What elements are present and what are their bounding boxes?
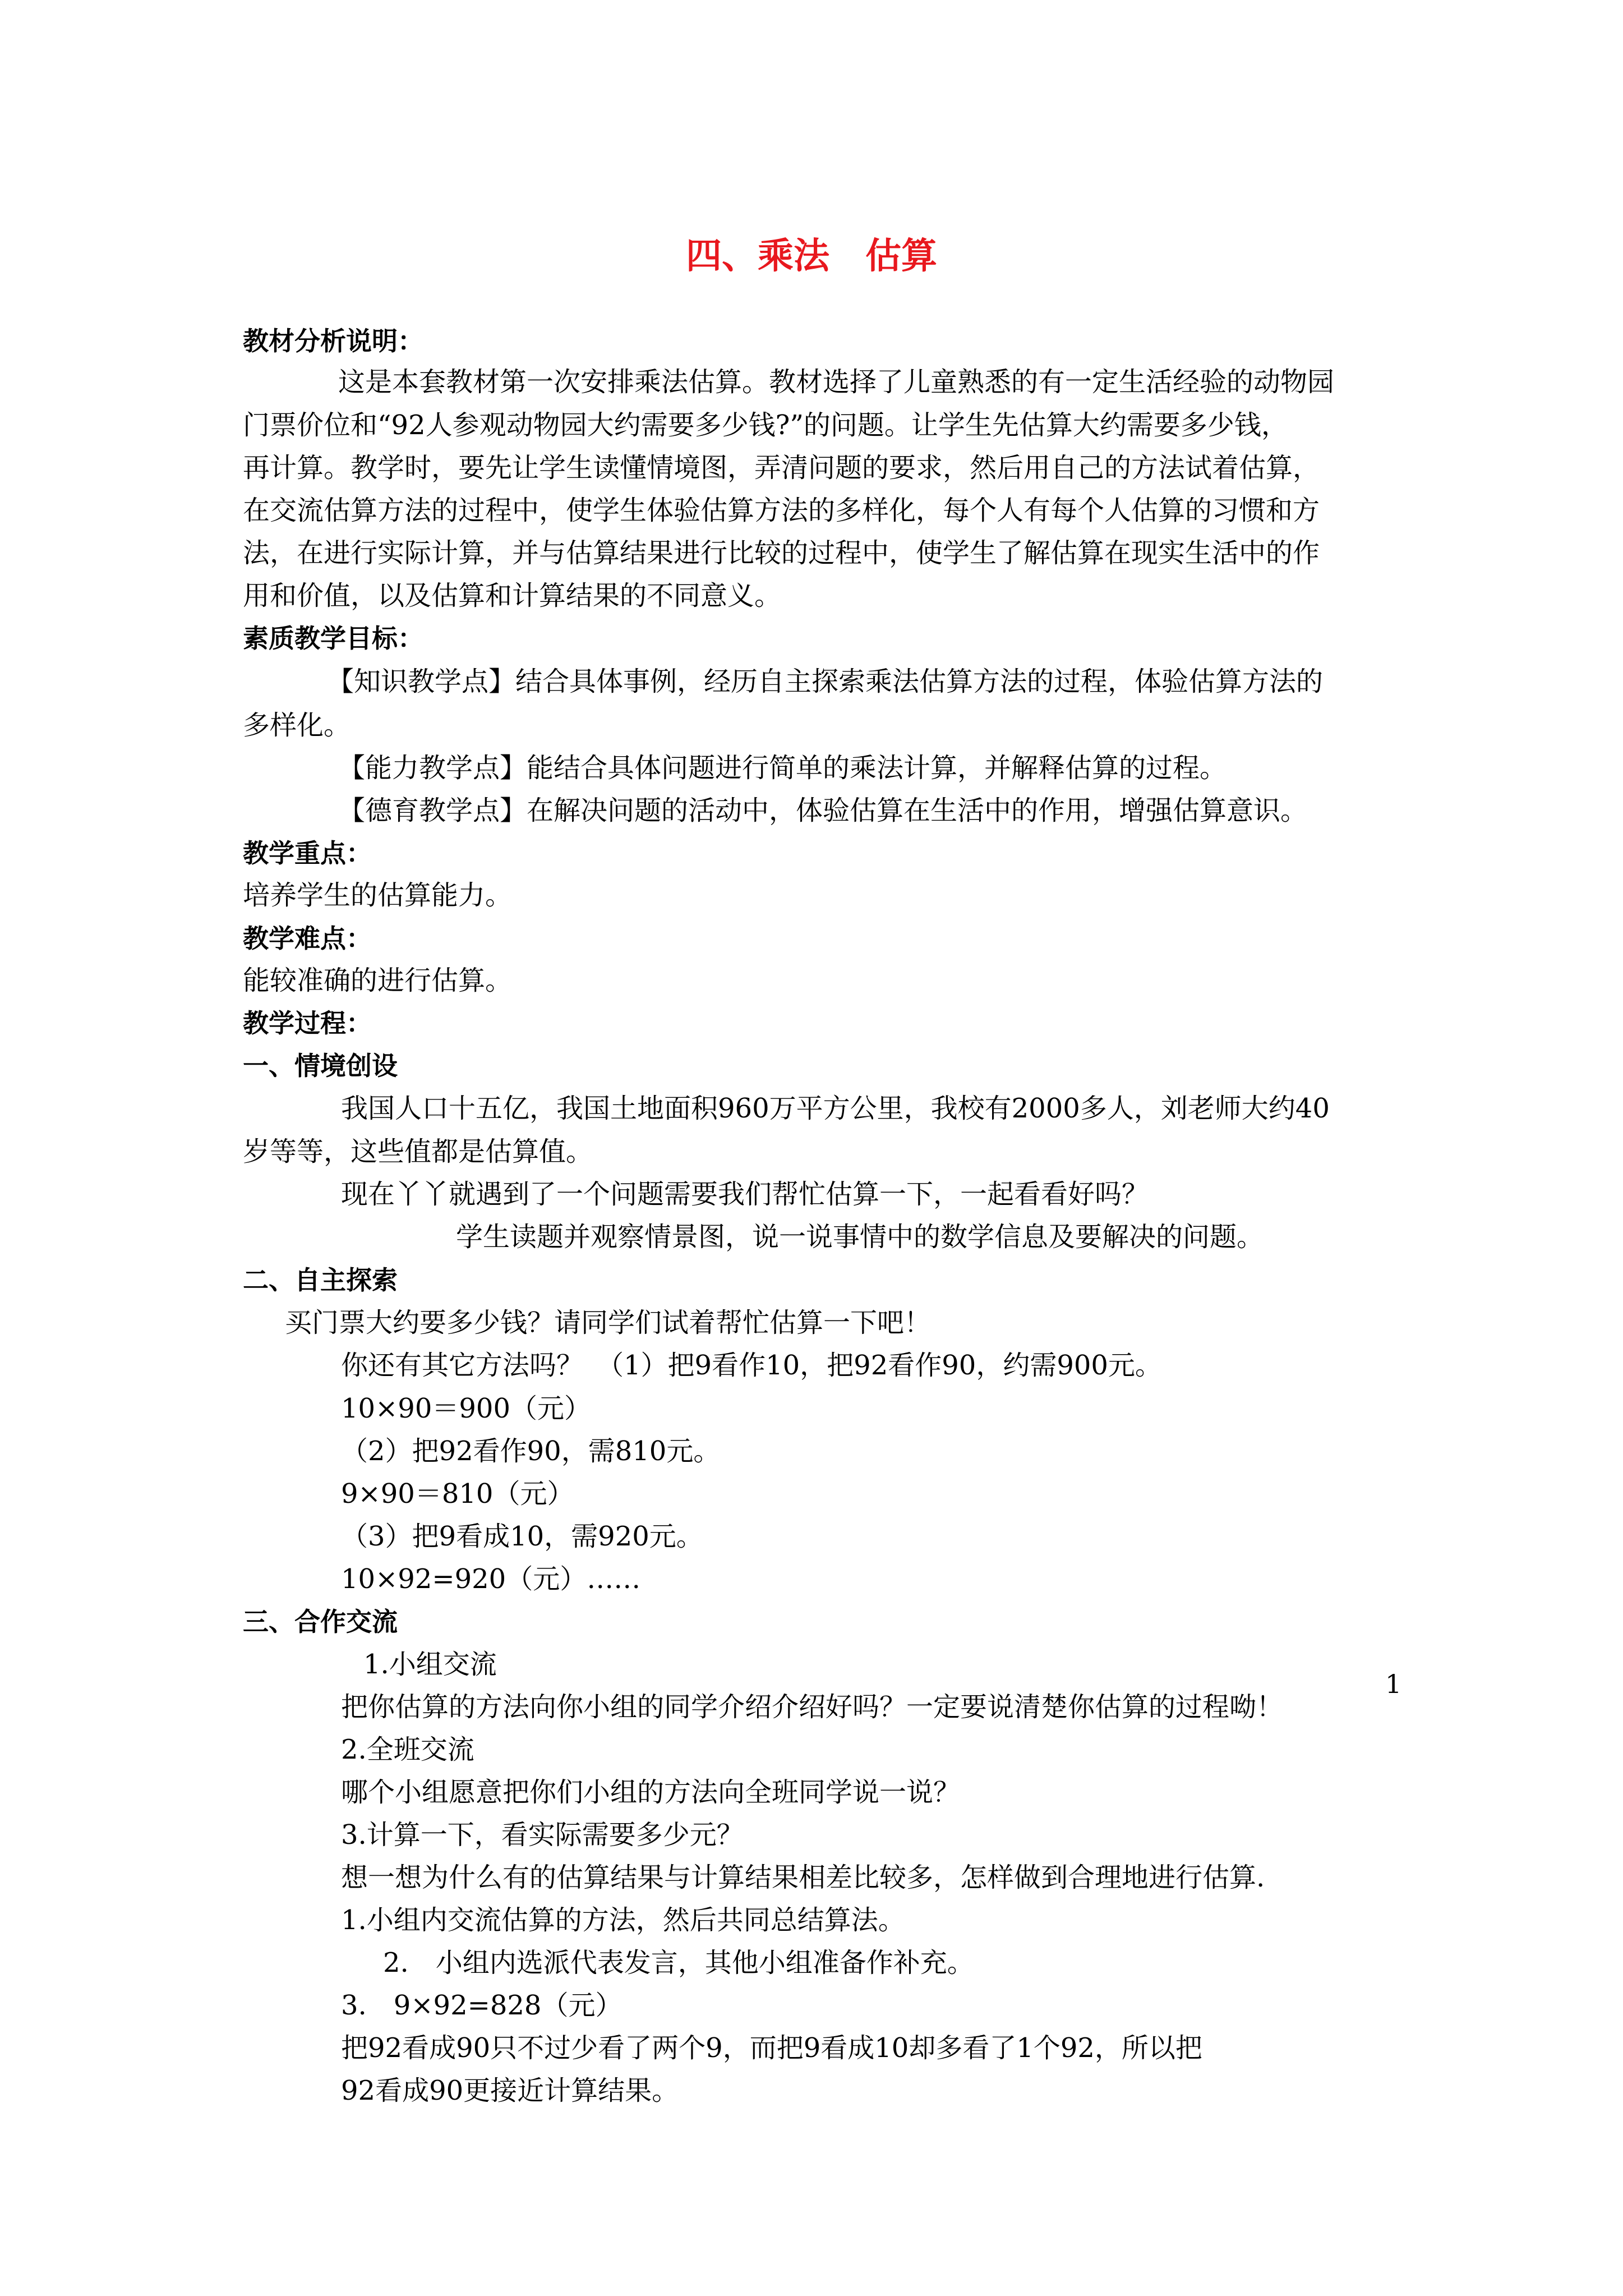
paragraph-line: 能较准确的进行估算。 bbox=[243, 965, 513, 996]
paragraph-line: 10×92=920（元）…… bbox=[341, 1563, 641, 1595]
paragraph-line: 9×90＝810（元） bbox=[341, 1478, 574, 1510]
paragraph-line: 2.全班交流 bbox=[341, 1734, 474, 1765]
paragraph-line: 我国人口十五亿，我国土地面积960万平方公里，我校有2000多人，刘老师大约40 bbox=[341, 1093, 1330, 1124]
paragraph-line: 【德育教学点】在解决问题的活动中，体验估算在生活中的作用，增强估算意识。 bbox=[338, 795, 1308, 826]
paragraph-line: 想一想为什么有的估算结果与计算结果相差比较多，怎样做到合理地进行估算. bbox=[341, 1862, 1265, 1893]
section-heading: 一、情境创设 bbox=[243, 1051, 398, 1081]
paragraph-line: 现在丫丫就遇到了一个问题需要我们帮忙估算一下，一起看看好吗？ bbox=[341, 1179, 1149, 1210]
paragraph-line: 【知识教学点】结合具体事例，经历自主探索乘法估算方法的过程，体验估算方法的 bbox=[327, 666, 1324, 697]
paragraph-line: 法，在进行实际计算，并与估算结果进行比较的过程中，使学生了解估算在现实生活中的作 bbox=[243, 537, 1320, 569]
paragraph-line: 2. 小组内选派代表发言，其他小组准备作补充。 bbox=[383, 1947, 974, 1978]
paragraph-line: 这是本套教材第一次安排乘法估算。教材选择了儿童熟悉的有一定生活经验的动物园 bbox=[338, 366, 1335, 398]
paragraph-line: 1.小组交流 bbox=[363, 1649, 497, 1680]
paragraph-line: 10×90＝900（元） bbox=[341, 1393, 591, 1424]
paragraph-line: 用和价值，以及估算和计算结果的不同意义。 bbox=[243, 580, 782, 611]
paragraph-line: 把你估算的方法向你小组的同学介绍介绍好吗？一定要说清楚你估算的过程呦！ bbox=[341, 1691, 1284, 1723]
paragraph-line: 把92看成90只不过少看了两个9，而把9看成10却多看了1个92，所以把 bbox=[341, 2032, 1202, 2064]
paragraph-line: 岁等等，这些值都是估算值。 bbox=[243, 1136, 593, 1167]
paragraph-line: （2）把92看作90，需810元。 bbox=[341, 1435, 721, 1467]
paragraph-line: 92看成90更接近计算结果。 bbox=[341, 2075, 679, 2106]
page-title: 四、乘法 估算 bbox=[686, 236, 937, 277]
paragraph-line: 学生读题并观察情景图，说一说事情中的数学信息及要解决的问题。 bbox=[456, 1221, 1264, 1253]
paragraph-line: 1.小组内交流估算的方法，然后共同总结算法。 bbox=[341, 1904, 905, 1936]
paragraph-line: 培养学生的估算能力。 bbox=[243, 880, 513, 911]
section-heading: 教学过程： bbox=[243, 1008, 372, 1038]
section-heading: 教学重点： bbox=[243, 838, 372, 868]
paragraph-line: 门票价位和“92人参观动物园大约需要多少钱?”的问题。让学生先估算大约需要多少钱， bbox=[243, 409, 1288, 441]
paragraph-line: 哪个小组愿意把你们小组的方法向全班同学说一说？ bbox=[341, 1777, 961, 1808]
paragraph-line: 多样化。 bbox=[243, 710, 351, 741]
section-heading: 三、合作交流 bbox=[243, 1607, 398, 1637]
paragraph-line: 3. 9×92=828（元） bbox=[341, 1990, 623, 2021]
paragraph-line: （3）把9看成10，需920元。 bbox=[341, 1521, 703, 1552]
paragraph-line: 3.计算一下，看实际需要多少元？ bbox=[341, 1819, 744, 1851]
section-heading: 教学难点： bbox=[243, 923, 372, 954]
paragraph-line: 再计算。教学时，要先让学生读懂情境图，弄清问题的要求，然后用自己的方法试着估算， bbox=[243, 452, 1320, 484]
paragraph-line: 你还有其它方法吗？ （1）把9看作10，把92看作90，约需900元。 bbox=[341, 1350, 1162, 1381]
paragraph-line: 买门票大约要多少钱？请同学们试着帮忙估算一下吧！ bbox=[285, 1307, 932, 1338]
section-heading: 素质教学目标： bbox=[243, 623, 423, 654]
page-number: 1 bbox=[1385, 1669, 1402, 1699]
paragraph-line: 【能力教学点】能结合具体问题进行简单的乘法计算，并解释估算的过程。 bbox=[338, 752, 1227, 784]
paragraph-line: 在交流估算方法的过程中，使学生体验估算方法的多样化，每个人有每个人估算的习惯和方 bbox=[243, 495, 1320, 526]
section-heading: 二、自主探索 bbox=[243, 1265, 398, 1295]
section-heading: 教材分析说明： bbox=[243, 326, 423, 356]
